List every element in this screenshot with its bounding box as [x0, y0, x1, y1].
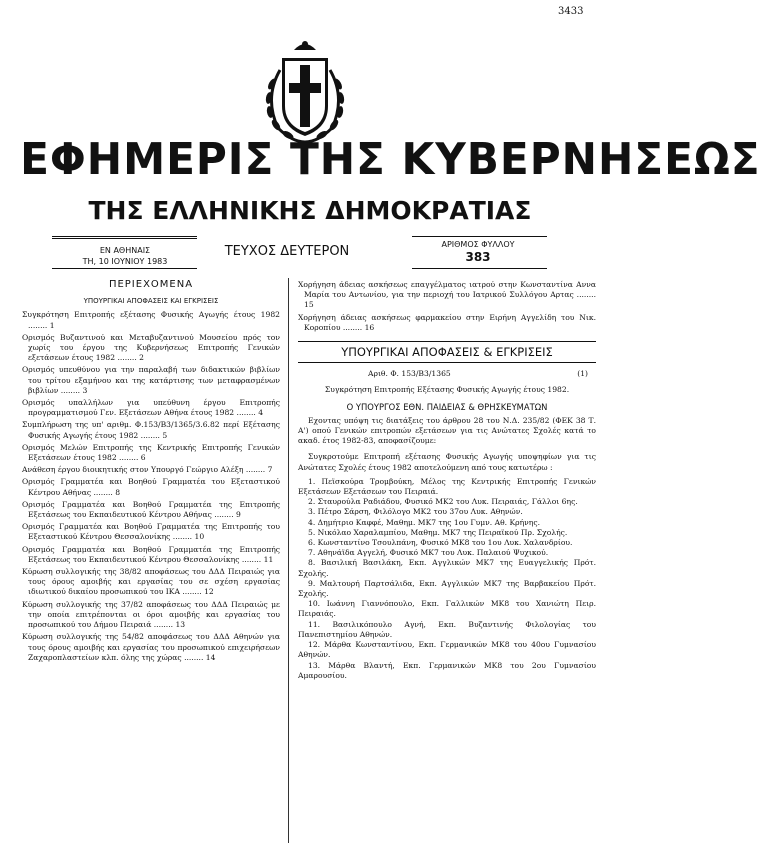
decision-ref-row	[298, 369, 596, 379]
info-rule-right-bottom	[412, 268, 547, 269]
toc-entry: Ορισμός υπαλλήλων για υπεύθυνη έργου Επιτροπής προγραμματισμού Γεν. Εξετάσεων Αθήνα έτους 1982 ........ 4	[22, 398, 280, 418]
toc-subheading: ΥΠΟΥΡΓΙΚΑΙ ΑΠΟΦΑΣΕΙΣ ΚΑΙ ΕΓΚΡΙΣΕΙΣ	[83, 297, 219, 306]
decision-subject: Συγκρότηση Επιτροπής Εξέτασης Φυσικής Αγωγής έτους 1982.	[324, 385, 570, 395]
right-column	[298, 280, 596, 681]
toc-entry: Συμπλήρωση της υπ' αριθμ. Φ.153/Β3/1365/3.6.82 περί Εξέτασης Φυσικής Αγωγής έτους 1982 ........ 5	[22, 420, 280, 440]
member-item: 8. Βασιλική Βασιλάκη, Εκπ. Αγγλικών ΜΚ7 της Ευαγγελικής Πρότ. Σχολής.	[298, 558, 596, 578]
info-rule-left-bottom	[52, 268, 197, 269]
decisions-rule-bottom	[298, 362, 596, 363]
member-item: 3. Πέτρο Σάρση, Φιλόλογο ΜΚ2 του 37ου Λυκ. Αθηνών.	[308, 507, 523, 517]
decisions-rule-top	[298, 341, 596, 342]
toc-entry: Ορισμός Γραμματέα και Βοηθού Γραμματέα της Επιτροπής Εξετάσεως του Εκπαιδευτικού Κέντρου Θεσσαλονίκης ........ 11	[22, 544, 280, 564]
member-item: 12. Μάρθα Κωνσταντίνου, Εκπ. Γερμανικών ΜΚ8 του 40ου Γυμνασίου Αθηνών.	[298, 640, 596, 660]
toc-entry: Κύρωση συλλογικής της 37/82 αποφάσεως του ΔΔΔ Πειραιώς με την οποία επιτρέπονται οι όροι αμοιβής και εργασίας του προσωπικού του Δήμου Πειραιά ........ 13	[22, 599, 280, 630]
toc-entry: Ορισμός Μελών Επιτροπής της Κεντρικής Επιτροπής Γενικών Εξετάσεων έτους 1982 ........ 6	[22, 442, 280, 463]
member-item: 7. Αθηνάϊδα Αγγελή, Φυσικό ΜΚ7 του Λυκ. Παλαιού Ψυχικού.	[308, 548, 549, 558]
info-rule-left	[52, 236, 197, 237]
column-divider	[288, 278, 289, 843]
minister-heading: Ο ΥΠΟΥΡΓΟΣ ΕΘΝ. ΠΑΙΔΕΙΑΣ & ΘΡΗΣΚΕΥΜΑΤΩΝ	[346, 401, 548, 412]
member-item: 5. Νικόλαο Χαραλαμπίου, Μαθημ. ΜΚ7 της Πειραϊκού Πρ. Σχολής.	[308, 527, 568, 537]
publication-date: ΤΗ, 10 ΙΟΥΝΙΟΥ 1983	[82, 257, 168, 266]
toc-entry: Κύρωση συλλογικής της 38/82 αποφάσεως του ΔΔΔ Πειραιώς για τους όρους αμοιβής και εργασίας του σε σχέση εργασίας ιδιωτικού δικαίου προσωπικού του ΙΚΑ ........ 12	[22, 567, 280, 597]
toc-entry: Ορισμός Γραμματέα και Βοηθού Γραμματέα του Εξεταστικού Κέντρου Αθήνας ........ 8	[22, 477, 280, 497]
toc-heading: ΠΕΡΙΕΧΟΜΕΝΑ	[108, 279, 194, 290]
member-item: 9. Μαλτουρή Παρτσάλιδα, Εκπ. Αγγλικών ΜΚ7 της Βαρβακείου Πρότ. Σχολής.	[298, 578, 596, 599]
decision-ref: Αριθ. Φ. 153/Β3/1365	[368, 369, 451, 379]
toc-entry: Συγκρότηση Επιτροπής εξέτασης Φυσικής Αγωγής έτους 1982 ........ 1	[22, 310, 280, 330]
toc-entry: Ορισμός Βυζαντινού και Μεταβυζαντινού Μουσείου πρός τον χωρίς του έργου της Κυβερνήσεως Επιτροπής Γενικών εξετάσεων έτους 1982 ........ 2	[22, 332, 280, 363]
toc-column	[22, 280, 280, 665]
masthead-title: ΕΦΗΜΕΡΙΣ ΤΗΣ ΚΥΒΕΡΝΗΣΕΩΣ	[20, 134, 761, 185]
member-item: 2. Σταυρούλα Ραδιάδου, Φυσικό ΜΚ2 του Λυκ. Πειραιάς, Γάλλοι 6ης.	[308, 497, 578, 507]
toc-entry: Χορήγηση άδειας ασκήσεως επαγγέλματος ιατρού στην Κωνσταντίνα Αννα Μαρία του Αντωνίου, για την περιοχή του Ιατρικού Συλλόγου Αρτας ........ 15	[298, 280, 596, 310]
toc-entry: Ορισμός Γραμματέα και Βοηθού Γραμματέα της Επιτροπής Εξετάσεως του Εκπαιδευτικού Κέντρου Αθήνας ........ 9	[22, 499, 280, 520]
info-rule-left-2	[52, 238, 197, 239]
sheet-number-label: ΑΡΙΘΜΟΣ ΦΥΛΛΟΥ	[441, 240, 515, 249]
info-rule-right	[412, 236, 547, 237]
member-item: 6. Κωνσταντίνο Τσουλπάνη, Φυσικό ΜΚ8 του 1ου Λυκ. Χαλανδρίου.	[308, 538, 573, 548]
decision-preamble: Εχοντας υπόψη τις διατάξεις του άρθρου 28 του Ν.Δ. 235/82 (ΦΕΚ 38 Τ. Α') οπού Γενικών επιτροπών εξετάσεων για τις Ανώτατες Σχολές κατά το ακαδ. έτος 1982-83, αποφασίζουμε:	[298, 415, 596, 446]
publication-place: ΕΝ ΑΘΗΝΑΙΣ	[99, 246, 151, 255]
decision-number: (1)	[577, 369, 588, 379]
toc-entry: Ορισμός υπευθύνου για την παραλαβή των διδακτικών βιβλίων του τρίτου εξαμήνου και της κατάρτισης των μεταφρασμένων βιβλίων ........ 3	[22, 365, 280, 395]
member-item: 1. Πεϊσκούρα Τρομβούκη, Μέλος της Κεντρικής Επιτροπής Γενικών Εξετάσεων Εξετάσεων του Πειραιά.	[298, 476, 596, 497]
member-item: 11. Βασιλικόπουλο Αγνή, Εκπ. Βυζαντινής Φιλολογίας του Πανεπιστημίου Αθηνών.	[298, 619, 596, 639]
toc-entry: Κύρωση συλλογικής της 54/82 αποφάσεως του ΔΔΔ Αθηνών για τους όρους αμοιβής και εργασίας του προσωπικού επιχειρήσεων Ζαχαροπλαστείων κλπ. όλης της χώρας ........ 14	[22, 632, 280, 662]
masthead-subtitle: ΤΗΣ ΕΛΛΗΝΙΚΗΣ ΔΗΜΟΚΡΑΤΙΑΣ	[88, 196, 532, 225]
coat-of-arms-icon	[258, 36, 352, 148]
member-item: 10. Ιωάννη Γιαννόπουλο, Εκπ. Γαλλικών ΜΚ8 του Χανιώτη Πειρ. Πειραιάς.	[298, 599, 596, 619]
toc-entry: Ανάθεση έργου διοικητικής στον Υπουργό Γεώργιο Αλέξη ........ 7	[22, 465, 273, 475]
toc-entry: Χορήγηση άδειας ασκήσεως φαρμακείου στην Ειρήνη Αγγελίδη του Νικ. Κοροπίου ........ 16	[298, 312, 596, 332]
issue-label: ΤΕΥΧΟΣ ΔΕΥΤΕΡΟΝ	[224, 244, 350, 259]
page-number: 3433	[558, 6, 584, 17]
member-item: 4. Δημήτριο Καφφέ, Μαθημ. ΜΚ7 της 1ου Γυμν. Αθ. Κρήνης.	[308, 517, 541, 527]
toc-entry: Ορισμός Γραμματέα και Βοηθού Γραμματέα της Επιτροπής του Εξεταστικού Κέντρου Θεσσαλονίκης ........ 10	[22, 522, 280, 542]
decisions-heading: ΥΠΟΥΡΓΙΚΑΙ ΑΠΟΦΑΣΕΙΣ & ΕΓΚΡΙΣΕΙΣ	[341, 345, 553, 360]
sheet-number: 383	[465, 250, 491, 264]
member-item: 13. Μάρθα Βλαντή, Εκπ. Γερμανικών ΜΚ8 του 2ου Γυμνασίου Αμαρουσίου.	[298, 660, 596, 680]
decision-body: Συγκροτούμε Επιτροπή εξέτασης Φυσικής Αγωγής υποψηφίων για τις Ανώτατες Σχολές έτους 1982 αποτελούμενη από τους κατωτέρω :	[298, 452, 596, 472]
